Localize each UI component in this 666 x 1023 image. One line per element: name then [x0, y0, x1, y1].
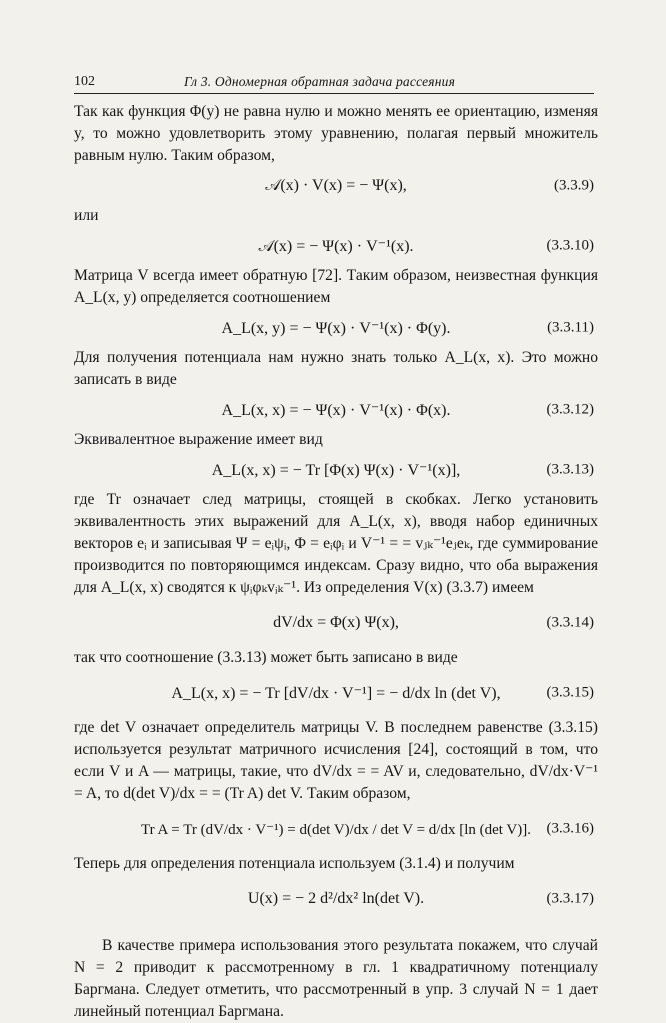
- equation-3-3-9: [74, 171, 598, 201]
- equation-formula: 𝒜(x) = − Ψ(x) · V⁻¹(x).: [258, 238, 414, 255]
- equation-formula: U(x) = − 2 d²/dx² ln(det V).: [247, 890, 425, 907]
- equation-3-3-15: [74, 673, 598, 713]
- equation-3-3-12: [74, 395, 598, 425]
- paragraph-7: где det V означает определитель матрицы V. В последнем равенстве (3.3.15) используется результат матричного исчисления [24], состоящий в том, что если V и A — матрицы, такие, что dV/dx = = AV и, следовательно, dV/dx·V⁻¹ = A, то d(det V)/dx = = (Tr A) det V. Таким образом,: [74, 719, 598, 802]
- paragraph-5: где Tr означает след матрицы, стоящей в скобках. Легко установить эквивалентность этих выражений для A_L(x, x), вводя набор единичных векторов eᵢ и записывая Ψ = eᵢψᵢ, Φ = eᵢφᵢ и V⁻¹ = = vⱼₖ⁻¹eⱼeₖ, где суммирование производится по повторяющимся индексам. Сразу видно, что оба выражения для A_L(x, x) сводятся к ψᵢφₖvᵢₖ⁻¹. Из определения V(x) (3.3.7) имеем: [74, 491, 598, 596]
- page-number: 102: [74, 74, 95, 89]
- equation-number: (3.3.14): [546, 614, 594, 631]
- equation-number: (3.3.10): [546, 237, 594, 254]
- paragraph-3: Для получения потенциала нам нужно знать только A_L(x, x). Это можно записать в виде: [74, 349, 598, 388]
- running-title: Гл 3. Одномерная обратная задача рассеяния: [184, 74, 456, 89]
- equation-3-3-14: [74, 603, 598, 643]
- paragraph-4: Эквивалентное выражение имеет вид: [74, 431, 323, 448]
- equation-number: (3.3.12): [546, 401, 594, 418]
- page-body: [74, 101, 598, 1023]
- equation-formula: A_L(x, x) = − Tr [dV/dx · V⁻¹] = − d/dx ln (det V),: [171, 685, 501, 702]
- paragraph-2: Матрица V всегда имеет обратную [72]. Таким образом, неизвестная функция A_L(x, y) определяется соотношением: [74, 267, 598, 306]
- equation-3-3-17: [74, 879, 598, 919]
- equation-3-3-11: [74, 313, 598, 343]
- equation-formula: 𝒜(x) · V(x) = − Ψ(x),: [265, 177, 407, 194]
- connector-or: или: [74, 207, 99, 224]
- equation-number: (3.3.17): [546, 890, 594, 907]
- equation-number: (3.3.9): [554, 177, 594, 194]
- equation-3-3-13: [74, 455, 598, 485]
- equation-3-3-10: [74, 231, 598, 261]
- equation-formula: A_L(x, x) = − Ψ(x) · V⁻¹(x) · Φ(x).: [221, 402, 451, 419]
- equation-formula: Tr A = Tr (dV/dx · V⁻¹) = d(det V)/dx / det V = d/dx [ln (det V)].: [140, 821, 532, 838]
- paragraph-1: Так как функция Φ(y) не равна нулю и можно менять ее ориентацию, изменяя y, то можно удовлетворить этому уравнению, полагая первый множитель равным нулю. Таким образом,: [74, 103, 598, 164]
- paragraph-9: В качестве примера использования этого результата покажем, что случай N = 2 приводит к рассмотренному в гл. 1 квадратичному потенциалу Баргмана. Следует отметить, что рассмотренный в упр. 3 случай N = 1 дает линейный потенциал Баргмана.: [74, 937, 598, 1020]
- equation-number: (3.3.13): [546, 461, 594, 478]
- equation-formula: dV/dx = Φ(x) Ψ(x),: [273, 614, 399, 631]
- equation-number: (3.3.11): [547, 319, 594, 336]
- equation-number: (3.3.15): [546, 684, 594, 701]
- page-header: [74, 73, 594, 94]
- equation-formula: A_L(x, x) = − Tr [Φ(x) Ψ(x) · V⁻¹(x)],: [211, 462, 461, 479]
- equation-3-3-16: [74, 809, 598, 849]
- paragraph-6: так что соотношение (3.3.13) может быть записано в виде: [74, 649, 458, 666]
- equation-formula: A_L(x, y) = − Ψ(x) · V⁻¹(x) · Φ(y).: [221, 320, 451, 337]
- paragraph-8: Теперь для определения потенциала используем (3.1.4) и получим: [74, 855, 515, 872]
- equation-number: (3.3.16): [546, 820, 594, 837]
